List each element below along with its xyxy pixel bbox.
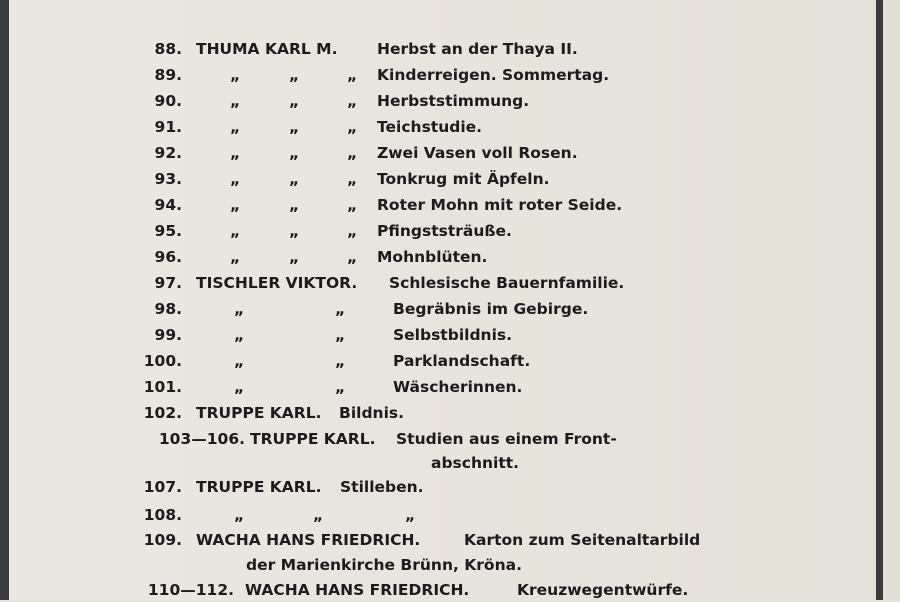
entry-number: 103—106.: [158, 430, 245, 448]
entry-artist: THUMA KARL M.: [196, 40, 338, 58]
entry-artist: WACHA HANS FRIEDRICH.: [196, 531, 421, 549]
ditto-mark: „: [289, 248, 300, 266]
entry-title: Mohnblüten.: [377, 248, 488, 266]
entry-number: 109.: [143, 531, 182, 549]
ditto-mark: „: [347, 170, 358, 188]
ditto-mark: „: [347, 144, 358, 162]
entry-title: Karton zum Seitenaltarbild: [464, 531, 701, 549]
entry-number: 100.: [143, 352, 182, 370]
entry-artist: TRUPPE KARL.: [196, 404, 322, 422]
entry-title-continuation: der Marienkirche Brünn, Kröna.: [246, 556, 522, 574]
entry-number: 95.: [154, 222, 182, 240]
entry-title: Tonkrug mit Äpfeln.: [377, 170, 550, 188]
entry-number: 89.: [154, 66, 182, 84]
ditto-mark: „: [289, 92, 300, 110]
right-page-margin: [887, 0, 900, 600]
ditto-mark: „: [347, 248, 358, 266]
entry-title: Schlesische Bauernfamilie.: [389, 274, 625, 292]
ditto-mark: „: [347, 118, 358, 136]
entry-number: 97.: [154, 274, 182, 292]
entry-number: 108.: [143, 506, 182, 524]
ditto-mark: „: [289, 144, 300, 162]
entry-title: Studien aus einem Front-: [396, 430, 617, 448]
entry-title: Selbstbildnis.: [393, 326, 512, 344]
ditto-mark: „: [230, 170, 241, 188]
entry-title: Herbst an der Thaya II.: [377, 40, 578, 58]
entry-title: Kreuzwegentwürfe.: [517, 581, 689, 599]
ditto-mark: „: [234, 300, 245, 318]
right-page-border: [876, 0, 883, 600]
entry-title-continuation: abschnitt.: [431, 454, 520, 472]
entry-title: Roter Mohn mit roter Seide.: [377, 196, 623, 214]
ditto-mark: „: [234, 506, 245, 524]
ditto-mark: „: [405, 506, 416, 524]
ditto-mark: „: [234, 326, 245, 344]
ditto-mark: „: [230, 144, 241, 162]
ditto-mark: „: [347, 92, 358, 110]
entry-number: 107.: [143, 478, 182, 496]
entry-artist: TRUPPE KARL.: [196, 478, 322, 496]
entry-artist: TRUPPE KARL.: [250, 430, 376, 448]
ditto-mark: „: [335, 378, 346, 396]
entry-title: Herbststimmung.: [377, 92, 530, 110]
entry-title: Wäscherinnen.: [393, 378, 523, 396]
entry-title: Begräbnis im Gebirge.: [393, 300, 589, 318]
ditto-mark: „: [234, 378, 245, 396]
entry-number: 91.: [154, 118, 182, 136]
ditto-mark: „: [335, 300, 346, 318]
entry-title: Kinderreigen. Sommertag.: [377, 66, 610, 84]
entry-number: 102.: [143, 404, 182, 422]
ditto-mark: „: [230, 66, 241, 84]
entry-number: 88.: [154, 40, 182, 58]
entry-number: 110—112.: [147, 581, 234, 599]
entry-title: Bildnis.: [339, 404, 404, 422]
entry-number: 90.: [154, 92, 182, 110]
ditto-mark: „: [347, 66, 358, 84]
ditto-mark: „: [230, 248, 241, 266]
ditto-mark: „: [289, 222, 300, 240]
ditto-mark: „: [230, 92, 241, 110]
entry-title: Stilleben.: [340, 478, 424, 496]
ditto-mark: „: [347, 222, 358, 240]
entry-number: 98.: [154, 300, 182, 318]
ditto-mark: „: [289, 170, 300, 188]
entry-title: Parklandschaft.: [393, 352, 531, 370]
entry-number: 93.: [154, 170, 182, 188]
ditto-mark: „: [234, 352, 245, 370]
entry-number: 94.: [154, 196, 182, 214]
entry-number: 92.: [154, 144, 182, 162]
ditto-mark: „: [230, 222, 241, 240]
ditto-mark: „: [335, 352, 346, 370]
ditto-mark: „: [289, 66, 300, 84]
ditto-mark: „: [313, 506, 324, 524]
entry-number: 96.: [154, 248, 182, 266]
ditto-mark: „: [335, 326, 346, 344]
ditto-mark: „: [230, 118, 241, 136]
entry-artist: WACHA HANS FRIEDRICH.: [245, 581, 470, 599]
entry-title: Zwei Vasen voll Rosen.: [377, 144, 578, 162]
entry-number: 101.: [143, 378, 182, 396]
ditto-mark: „: [347, 196, 358, 214]
ditto-mark: „: [289, 118, 300, 136]
entry-title: Pfingststräuße.: [377, 222, 512, 240]
entry-number: 99.: [154, 326, 182, 344]
entry-artist: TISCHLER VIKTOR.: [196, 274, 358, 292]
entry-title: Teichstudie.: [377, 118, 483, 136]
ditto-mark: „: [289, 196, 300, 214]
ditto-mark: „: [230, 196, 241, 214]
